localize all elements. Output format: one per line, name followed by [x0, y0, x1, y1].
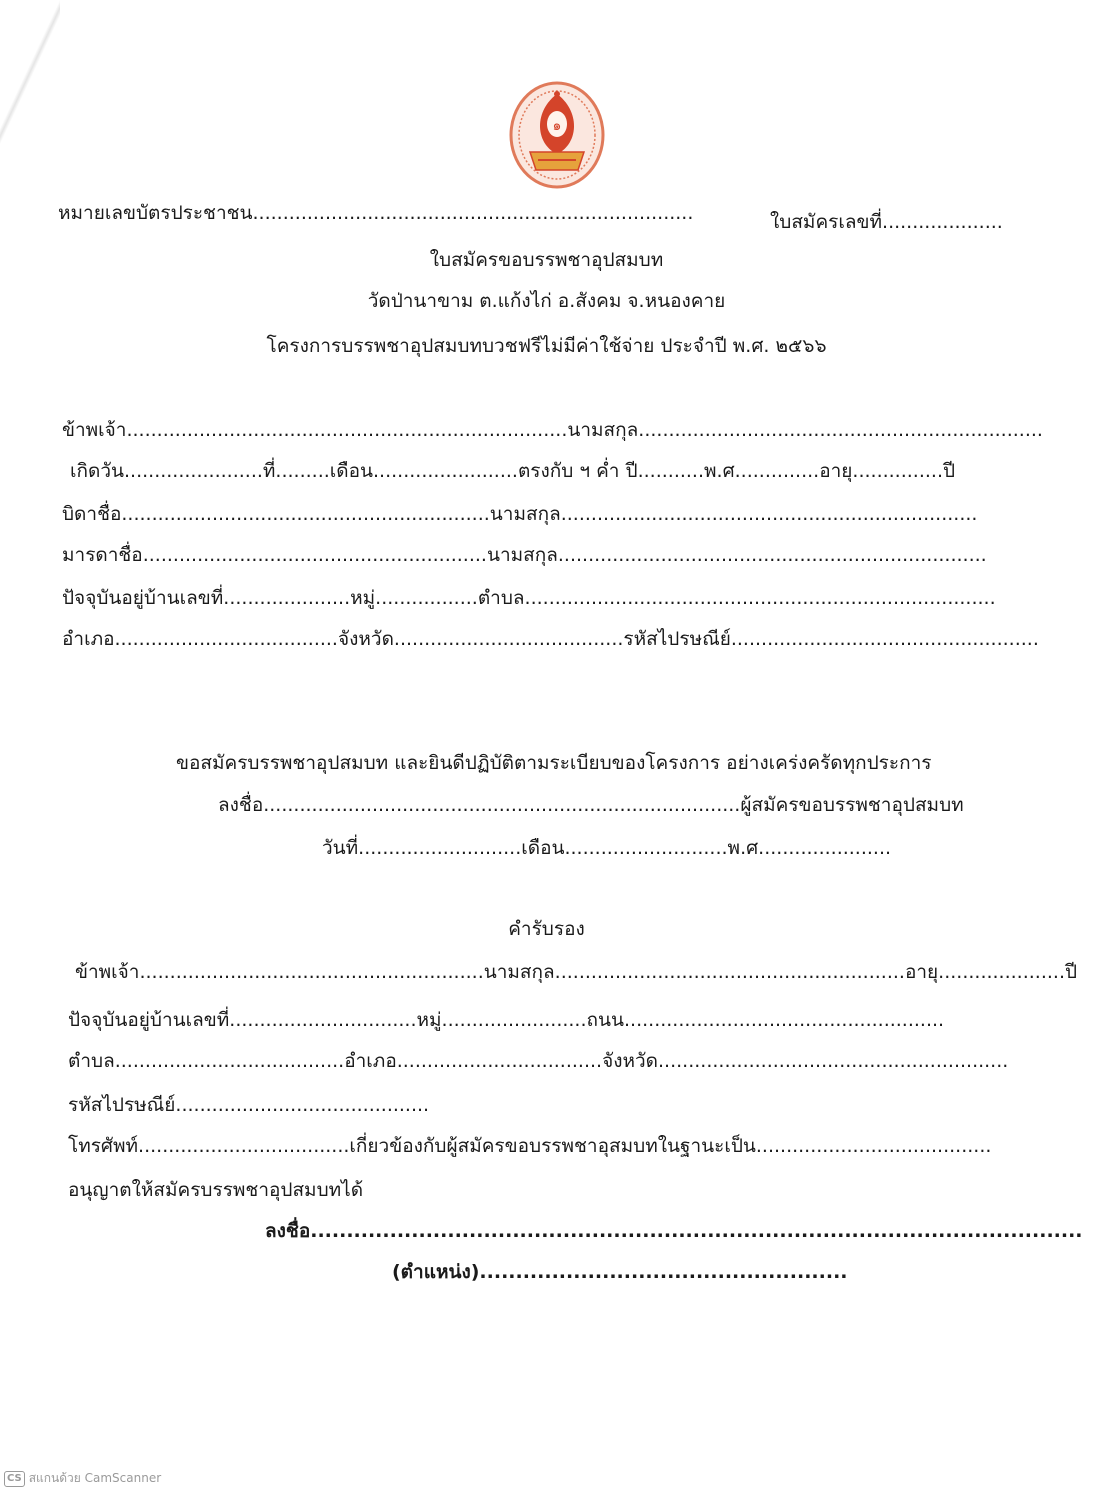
permission-line: อนุญาตให้สมัครบรรพชาอุปสมบทได้: [68, 1179, 364, 1201]
father-name-line: บิดาชื่อ.............................................................นามสกุล.....................................................................: [62, 503, 978, 525]
declaration-statement: ขอสมัครบรรพชาอุปสมบท และยินดีปฏิบัติตามระเบียบของโครงการ อย่างเคร่งครัดทุกประการ: [176, 752, 932, 774]
certification-heading: คำรับรอง: [508, 918, 585, 940]
id-card-field: หมายเลขบัตรประชาชน.........................................................................: [58, 202, 694, 224]
page-crease-shadow: [0, 0, 60, 150]
district-line: อำเภอ.....................................จังหวัด......................................รหัสไปรษณีย์...................................................: [62, 628, 1039, 650]
applicant-birth-line: เกิดวัน.......................ที่.........เดือน........................ตรงกับ ฯ ค่ำ ปี...........พ.ศ..............อายุ...............ปี: [70, 460, 956, 482]
camscanner-text: สแกนด้วย CamScanner: [28, 1471, 162, 1485]
declaration-date-line: วันที่...........................เดือน...........................พ.ศ......................: [322, 837, 892, 859]
application-number-field: ใบสมัครเลขที่....................: [770, 211, 1003, 233]
certifier-address-line: ปัจจุบันอยู่บ้านเลขที่...............................หมู่........................ถนน.....................................................: [68, 1009, 945, 1031]
temple-address: วัดป่านาขาม ต.แก้งไก่ อ.สังคม จ.หนองคาย: [367, 290, 726, 312]
camscanner-watermark: [4, 1469, 161, 1488]
certifier-name-line: ข้าพเจ้า.........................................................นามสกุล..........................................................อายุ.....................ปี: [75, 961, 1078, 983]
camscanner-badge: CS: [4, 1471, 25, 1487]
mother-name-line: มารดาชื่อ.........................................................นามสกุล.......................................................................: [62, 544, 987, 566]
applicant-name-line: ข้าพเจ้า.........................................................................นามสกุล...................................................................: [62, 419, 1043, 441]
form-title: ใบสมัครขอบรรพชาอุปสมบท: [429, 249, 664, 271]
project-title: โครงการบรรพชาอุปสมบทบวชฟรีไม่มีค่าใช้จ่าย ประจำปี พ.ศ. ๒๕๖๖: [266, 335, 827, 357]
address-line: ปัจจุบันอยู่บ้านเลขที่.....................หมู่.................ตำบล..............................................................................: [62, 587, 996, 609]
certifier-position-line: (ตำแหน่ง)...................................................: [392, 1261, 848, 1283]
certifier-phone-line: โทรศัพท์...................................เกี่ยวข้องกับผู้สมัครขอบรรพชาอุสมบทในฐานะเป็น.......................................: [68, 1135, 992, 1157]
svg-text:๑: ๑: [552, 118, 562, 134]
school-seal-icon: [508, 80, 606, 190]
certifier-district-line: ตำบล......................................อำเภอ..................................จังหวัด..........................................................: [68, 1050, 1009, 1072]
certifier-signature-line: ลงชื่อ...........................................................................................................: [265, 1220, 1083, 1242]
certifier-postcode-line: รหัสไปรษณีย์..........................................: [68, 1094, 430, 1116]
applicant-signature-line: ลงชื่อ...............................................................................ผู้สมัครขอบรรพชาอุปสมบท: [218, 794, 964, 816]
